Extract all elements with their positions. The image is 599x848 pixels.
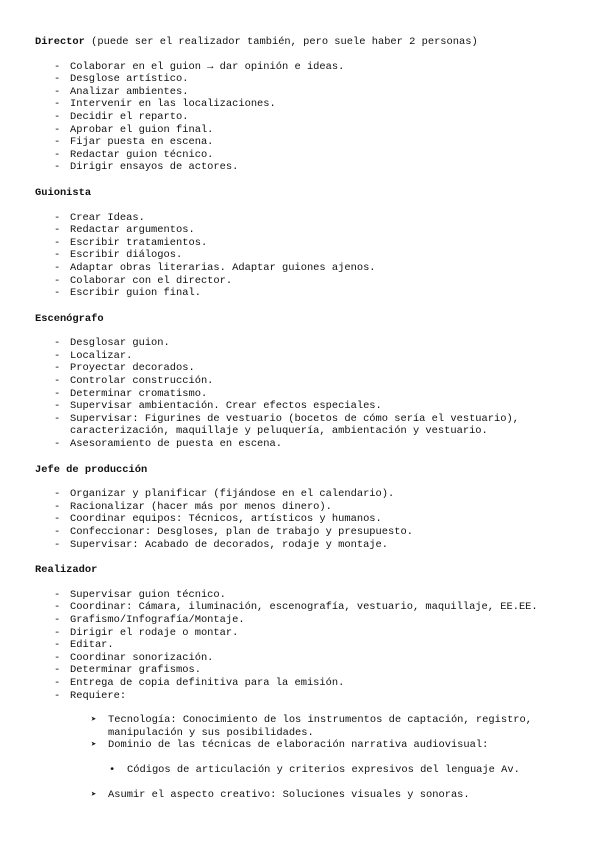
list-item: - Escribir tratamientos. <box>54 236 208 249</box>
director-list <box>35 61 575 174</box>
list-item: ➤ Tecnología: Conocimiento de los instrumentos de captación, registro, manipulación y sus posibilidades. <box>91 714 533 739</box>
dash-bullet: - <box>54 287 61 300</box>
dash-bullet: - <box>54 85 61 98</box>
dash-bullet: - <box>54 588 61 601</box>
section-heading-escenografo: Escenógrafo <box>35 312 104 325</box>
list-item: - Desglosar guion. <box>54 337 170 350</box>
section-heading-director <box>35 36 575 49</box>
dash-bullet: - <box>54 123 61 136</box>
list-item: - Confeccionar: Desgloses, plan de trabajo y presupuesto. <box>54 526 413 538</box>
list-item: - Desglose artístico. <box>54 73 189 86</box>
list-item: - Editar. <box>54 639 114 652</box>
list-item: - Organizar y planificar (fijándose en el calendario). <box>54 488 395 501</box>
list-item: - Colaborar con el director. <box>54 274 233 287</box>
dash-bullet: - <box>54 161 61 174</box>
list-item: - Coordinar: Cámara, iluminación, escenografía, vestuario, maquillaje, EE.EE. <box>54 601 538 614</box>
dash-bullet: - <box>54 513 61 526</box>
list-item: - Fijar puesta en escena. <box>54 136 214 149</box>
dash-bullet: - <box>54 400 61 413</box>
dash-bullet: - <box>54 689 61 702</box>
arrow-bullet-icon: ➤ <box>91 740 97 751</box>
guionista-list <box>35 212 575 300</box>
dash-bullet: - <box>54 362 61 375</box>
section-heading-jefe-produccion: Jefe de producción <box>35 463 148 476</box>
dash-bullet: - <box>54 538 61 551</box>
list-item: - Racionalizar (hacer más por menos dinero). <box>54 500 332 513</box>
dash-bullet: - <box>54 387 61 400</box>
list-item: - Grafismo/Infografía/Montaje. <box>54 613 245 626</box>
list-item: - Determinar grafismos. <box>54 664 201 677</box>
list-item: - Escribir guion final. <box>54 287 201 300</box>
dash-bullet: - <box>54 676 61 689</box>
dot-bullet-icon: • <box>109 763 116 776</box>
list-item: - Requiere: <box>54 689 127 702</box>
list-item: - Colaborar en el guion → dar opinión e ideas. <box>54 60 345 73</box>
list-item: - Localizar. <box>54 349 133 362</box>
list-item: - Coordinar equipos: Técnicos, artísticos y humanos. <box>54 513 382 526</box>
document-page <box>35 36 575 801</box>
realizador-list <box>35 589 575 702</box>
dash-bullet: - <box>54 488 61 501</box>
list-item: - Decidir el reparto. <box>54 110 189 123</box>
heading-title: Director <box>35 36 85 48</box>
list-item: - Redactar guion técnico. <box>54 148 214 161</box>
list-item: - Proyectar decorados. <box>54 362 195 375</box>
list-item: • Códigos de articulación y criterios expresivos del lenguaje Av. <box>109 763 520 776</box>
list-item: - Analizar ambientes. <box>54 85 189 98</box>
list-item: - Supervisar: Acabado de decorados, rodaje y montaje. <box>54 538 389 551</box>
dash-bullet: - <box>54 224 61 237</box>
list-item: - Escribir diálogos. <box>54 249 183 262</box>
dash-bullet: - <box>54 412 61 425</box>
list-item: - Redactar argumentos. <box>54 224 195 237</box>
dash-bullet: - <box>54 73 61 86</box>
requiere-list-continued <box>35 789 575 802</box>
dash-bullet: - <box>54 349 61 362</box>
list-item: - Asesoramiento de puesta en escena. <box>54 438 283 451</box>
jefe-list <box>35 488 575 551</box>
list-item: - Controlar construcción. <box>54 375 214 388</box>
list-item: - Adaptar obras literarias. Adaptar guiones ajenos. <box>54 261 376 274</box>
dash-bullet: - <box>54 136 61 149</box>
dash-bullet: - <box>54 261 61 274</box>
dash-bullet: - <box>54 601 61 614</box>
dash-bullet: - <box>54 110 61 123</box>
dash-bullet: - <box>54 98 61 111</box>
dash-bullet: - <box>54 613 61 626</box>
list-item: - Supervisar guion técnico. <box>54 588 226 601</box>
list-item: ➤ Asumir el aspecto creativo: Soluciones visuales y sonoras. <box>91 788 470 801</box>
dash-bullet: - <box>54 500 61 513</box>
arrow-bullet-icon: ➤ <box>91 715 97 726</box>
list-item: ➤ Dominio de las técnicas de elaboración narrativa audiovisual: <box>91 739 489 752</box>
list-item: - Supervisar ambientación. Crear efectos especiales. <box>54 400 382 413</box>
dash-bullet: - <box>54 664 61 677</box>
list-item: - Determinar cromatismo. <box>54 387 208 400</box>
arrow-bullet-icon: ➤ <box>91 789 97 800</box>
dash-bullet: - <box>54 60 61 73</box>
heading-note: (puede ser el realizador también, pero suele haber 2 personas) <box>84 36 478 48</box>
list-item: - Entrega de copia definitiva para la emisión. <box>54 676 345 689</box>
dash-bullet: - <box>54 375 61 388</box>
dash-bullet: - <box>54 274 61 287</box>
dash-bullet: - <box>54 236 61 249</box>
escenografo-list <box>35 337 575 450</box>
dash-bullet: - <box>54 148 61 161</box>
list-item: - Dirigir ensayos de actores. <box>54 161 239 174</box>
requiere-list <box>35 714 575 752</box>
list-item: - Supervisar: Figurines de vestuario (bocetos de cómo sería el vestuario), caracterización, maquillaje y peluquería, ambientación y vestuario. <box>54 412 519 438</box>
dash-bullet: - <box>54 438 61 451</box>
dash-bullet: - <box>54 211 61 224</box>
list-item: - Crear Ideas. <box>54 211 145 224</box>
list-item: - Dirigir el rodaje o montar. <box>54 626 239 639</box>
list-item: - Coordinar sonorización. <box>54 651 214 664</box>
dominio-sublist <box>35 764 575 777</box>
dash-bullet: - <box>54 337 61 350</box>
list-item: - Aprobar el guion final. <box>54 123 214 136</box>
dash-bullet: - <box>54 639 61 652</box>
dash-bullet: - <box>54 526 61 538</box>
dash-bullet: - <box>54 626 61 639</box>
dash-bullet: - <box>54 249 61 262</box>
list-item: - Intervenir en las localizaciones. <box>54 98 276 111</box>
dash-bullet: - <box>54 651 61 664</box>
section-heading-realizador: Realizador <box>35 564 98 577</box>
section-heading-guionista: Guionista <box>35 186 92 199</box>
